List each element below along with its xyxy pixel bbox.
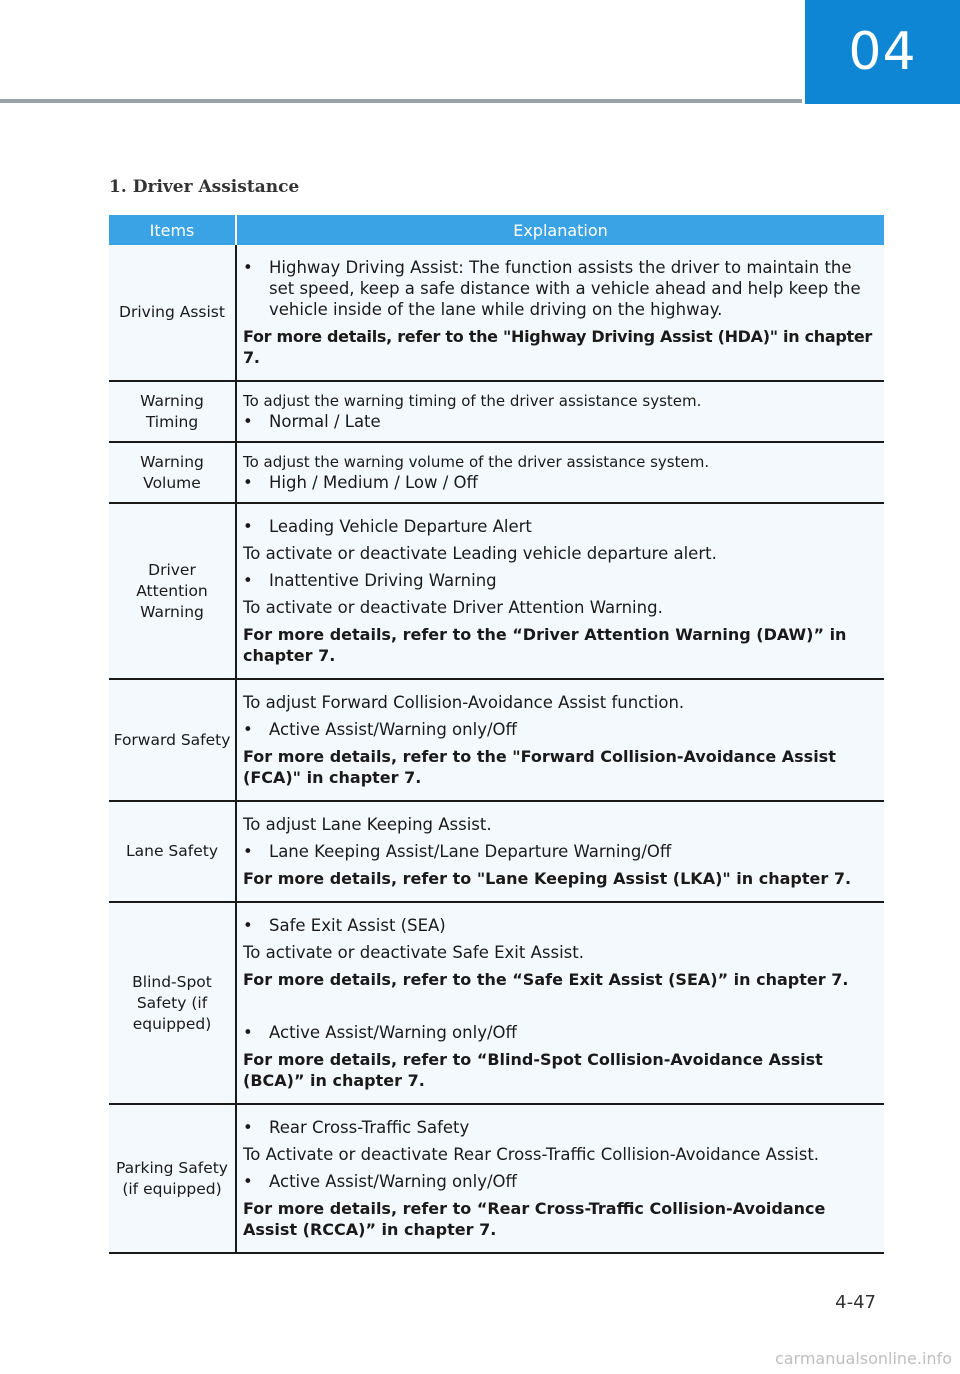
bullet-item: • Highway Driving Assist: The function assists the driver to maintain the set speed, keep a safe distance with a vehicle ahead and help keep the vehicle inside of the lane while driving on the highway. [243, 257, 876, 320]
table-row [109, 1104, 884, 1253]
header-rule [0, 99, 802, 103]
bullet-item: • Safe Exit Assist (SEA) [243, 915, 876, 936]
bullet-item: • High / Medium / Low / Off [243, 472, 876, 493]
bullet-item: • Active Assist/Warning only/Off [243, 1022, 876, 1043]
settings-table [109, 215, 884, 1254]
bullet-item: • Active Assist/Warning only/Off [243, 719, 876, 740]
description-text: To adjust the warning volume of the driver assistance system. [243, 453, 710, 471]
setting-explanation [236, 679, 884, 801]
bullet-item: • Active Assist/Warning only/Off [243, 1171, 876, 1192]
description-text: To adjust Lane Keeping Assist. [243, 815, 492, 834]
setting-explanation [236, 1104, 884, 1253]
setting-item-name: Warning Timing [109, 381, 236, 442]
bullet-item: • Inattentive Driving Warning [243, 570, 876, 591]
chapter-tab: 04 [805, 0, 960, 104]
bullet-item: • Leading Vehicle Departure Alert [243, 516, 876, 537]
description-text: To Activate or deactivate Rear Cross-Traffic Collision-Avoidance Assist. [243, 1145, 820, 1164]
description-text: To activate or deactivate Safe Exit Assist. [243, 943, 584, 962]
setting-item-name: Parking Safety (if equipped) [109, 1104, 236, 1253]
reference-note: For more details, refer to the “Safe Exit Assist (SEA)” in chapter 7. [243, 970, 849, 989]
section-title: Driver Assistance [132, 177, 300, 197]
description-text: To activate or deactivate Driver Attention Warning. [243, 598, 663, 617]
description-text: To adjust the warning timing of the driver assistance system. [243, 392, 702, 410]
spacer [243, 996, 876, 1016]
table-header-row [109, 215, 884, 245]
setting-explanation [236, 381, 884, 442]
section-number: 1. [109, 177, 127, 197]
reference-note: For more details, refer to "Lane Keeping Assist (LKA)" in chapter 7. [243, 869, 852, 888]
description-text: To activate or deactivate Leading vehicle departure alert. [243, 544, 717, 563]
table-row [109, 381, 884, 442]
table-row [109, 245, 884, 381]
header-explanation: Explanation [236, 215, 884, 245]
bullet-item: • Lane Keeping Assist/Lane Departure Warning/Off [243, 841, 876, 862]
setting-explanation [236, 245, 884, 381]
description-text: To adjust Forward Collision-Avoidance Assist function. [243, 693, 685, 712]
table-row [109, 503, 884, 679]
reference-note: For more details, refer to the “Driver Attention Warning (DAW)” in chapter 7. [243, 625, 847, 665]
bullet-item: • Rear Cross-Traffic Safety [243, 1117, 876, 1138]
setting-explanation [236, 801, 884, 902]
setting-item-name: Driving Assist [109, 245, 236, 381]
page-number: 4-47 [835, 1292, 876, 1313]
table-row [109, 679, 884, 801]
table-row [109, 801, 884, 902]
table-row [109, 902, 884, 1104]
setting-explanation [236, 902, 884, 1104]
reference-note: For more details, refer to “Rear Cross-Traffic Collision-Avoidance Assist (RCCA)” in chapter 7. [243, 1199, 826, 1239]
setting-explanation [236, 442, 884, 503]
watermark: carmanualsonline.info [774, 1349, 952, 1368]
reference-note: For more details, refer to the "Highway Driving Assist (HDA)" in chapter 7. [243, 327, 873, 367]
setting-explanation [236, 503, 884, 679]
reference-note: For more details, refer to the "Forward Collision-Avoidance Assist (FCA)" in chapter 7. [243, 747, 836, 787]
table-row [109, 442, 884, 503]
setting-item-name: Lane Safety [109, 801, 236, 902]
setting-item-name: Forward Safety [109, 679, 236, 801]
setting-item-name: Driver Attention Warning [109, 503, 236, 679]
section-heading [109, 177, 299, 197]
header-items: Items [109, 215, 236, 245]
table-body [109, 245, 884, 1253]
reference-note: For more details, refer to “Blind-Spot Collision-Avoidance Assist (BCA)” in chapter 7. [243, 1050, 823, 1090]
setting-item-name: Blind-Spot Safety (if equipped) [109, 902, 236, 1104]
bullet-item: • Normal / Late [243, 411, 876, 432]
setting-item-name: Warning Volume [109, 442, 236, 503]
